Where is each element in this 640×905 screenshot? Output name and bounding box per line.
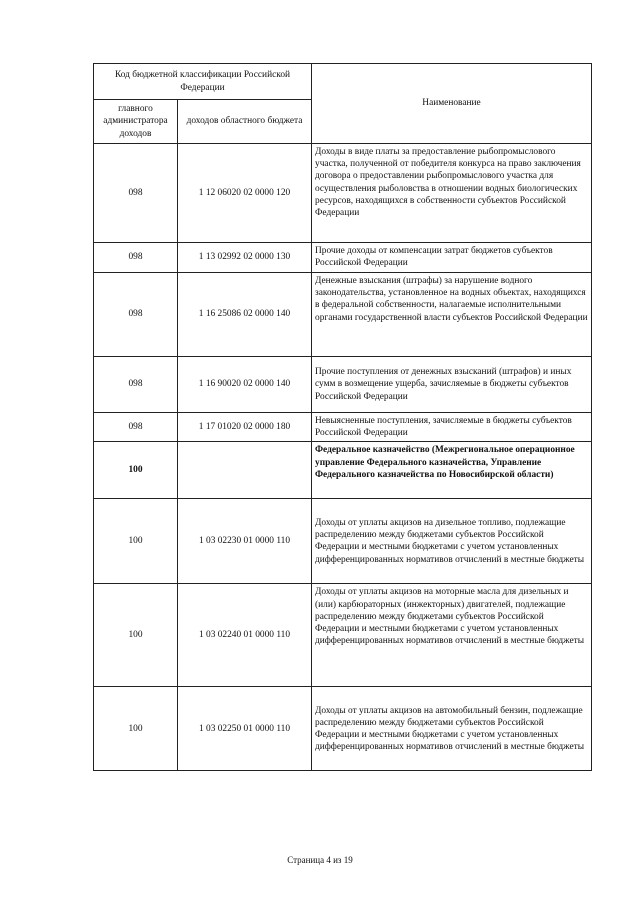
table-row xyxy=(94,499,592,584)
header-regional-income: доходов областного бюджета xyxy=(178,100,312,144)
admin-code-cell: 100 xyxy=(94,687,178,771)
header-name: Наименование xyxy=(312,64,592,144)
table-row xyxy=(94,273,592,357)
income-code-cell: 1 03 02250 01 0000 110 xyxy=(178,687,312,771)
table-row xyxy=(94,243,592,273)
admin-code-cell: 100 xyxy=(94,584,178,687)
admin-code-cell: 098 xyxy=(94,144,178,243)
page-number-footer: Страница 4 из 19 xyxy=(287,855,353,865)
admin-code-cell: 098 xyxy=(94,413,178,442)
income-code-cell: 1 16 90020 02 0000 140 xyxy=(178,357,312,413)
table-row xyxy=(94,413,592,442)
description-cell: Доходы от уплаты акцизов на автомобильный бензин, подлежащие распределению между бюджетами субъектов Российской Федерации и местными бюджетами с учетом установленных дифференцированных нормативов отчислений в местные бюджеты xyxy=(312,687,592,771)
table-row xyxy=(94,144,592,243)
description-cell: Федеральное казначейство (Межрегиональное операционное управление Федерального казначейства, Управление Федерального казначейства по Новосибирской области) xyxy=(312,442,592,499)
income-code-cell: 1 13 02992 02 0000 130 xyxy=(178,243,312,273)
description-cell: Невыясненные поступления, зачисляемые в бюджеты субъектов Российской Федерации xyxy=(312,413,592,442)
description-cell: Доходы от уплаты акцизов на дизельное топливо, подлежащие распределению между бюджетами субъектов Российской Федерации и местными бюджетами с учетом установленных дифференцированных нормативов отчислений в местные бюджеты xyxy=(312,499,592,584)
header-main-administrator: главного администратора доходов xyxy=(94,100,178,144)
admin-code-cell: 100 xyxy=(94,442,178,499)
budget-classification-table xyxy=(93,63,592,771)
table-row xyxy=(94,687,592,771)
table-row xyxy=(94,584,592,687)
description-cell: Прочие поступления от денежных взысканий (штрафов) и иных сумм в возмещение ущерба, зачисляемые в бюджеты субъектов Российской Федерации xyxy=(312,357,592,413)
table-row-section-header xyxy=(94,442,592,499)
admin-code-cell: 100 xyxy=(94,499,178,584)
admin-code-cell: 098 xyxy=(94,357,178,413)
header-budget-code-group: Код бюджетной классификации Российской Федерации xyxy=(94,64,312,100)
admin-code-cell: 098 xyxy=(94,243,178,273)
income-code-cell xyxy=(178,442,312,499)
admin-code-cell: 098 xyxy=(94,273,178,357)
income-code-cell: 1 16 25086 02 0000 140 xyxy=(178,273,312,357)
income-code-cell: 1 03 02240 01 0000 110 xyxy=(178,584,312,687)
income-code-cell: 1 12 06020 02 0000 120 xyxy=(178,144,312,243)
description-cell: Доходы от уплаты акцизов на моторные масла для дизельных и (или) карбюраторных (инжекторных) двигателей, подлежащие распределению между бюджетами субъектов Российской Федерации и местными бюджетами с учетом установленных дифференцированных нормативов отчислений в местные бюджеты xyxy=(312,584,592,687)
description-cell: Доходы в виде платы за предоставление рыбопромыслового участка, полученной от победителя конкурса на право заключения договора о предоставлении рыбопромыслового участка для осуществления рыболовства в отношении водных биологических ресурсов, находящихся в собственности субъектов Российской Федерации xyxy=(312,144,592,243)
income-code-cell: 1 03 02230 01 0000 110 xyxy=(178,499,312,584)
description-cell: Денежные взыскания (штрафы) за нарушение водного законодательства, установленное на водных объектах, находящихся в федеральной собственности, налагаемые исполнительными органами государственной власти субъектов Российской Федерации xyxy=(312,273,592,357)
table-row xyxy=(94,357,592,413)
income-code-cell: 1 17 01020 02 0000 180 xyxy=(178,413,312,442)
description-cell: Прочие доходы от компенсации затрат бюджетов субъектов Российской Федерации xyxy=(312,243,592,273)
table-header-row xyxy=(94,64,592,100)
